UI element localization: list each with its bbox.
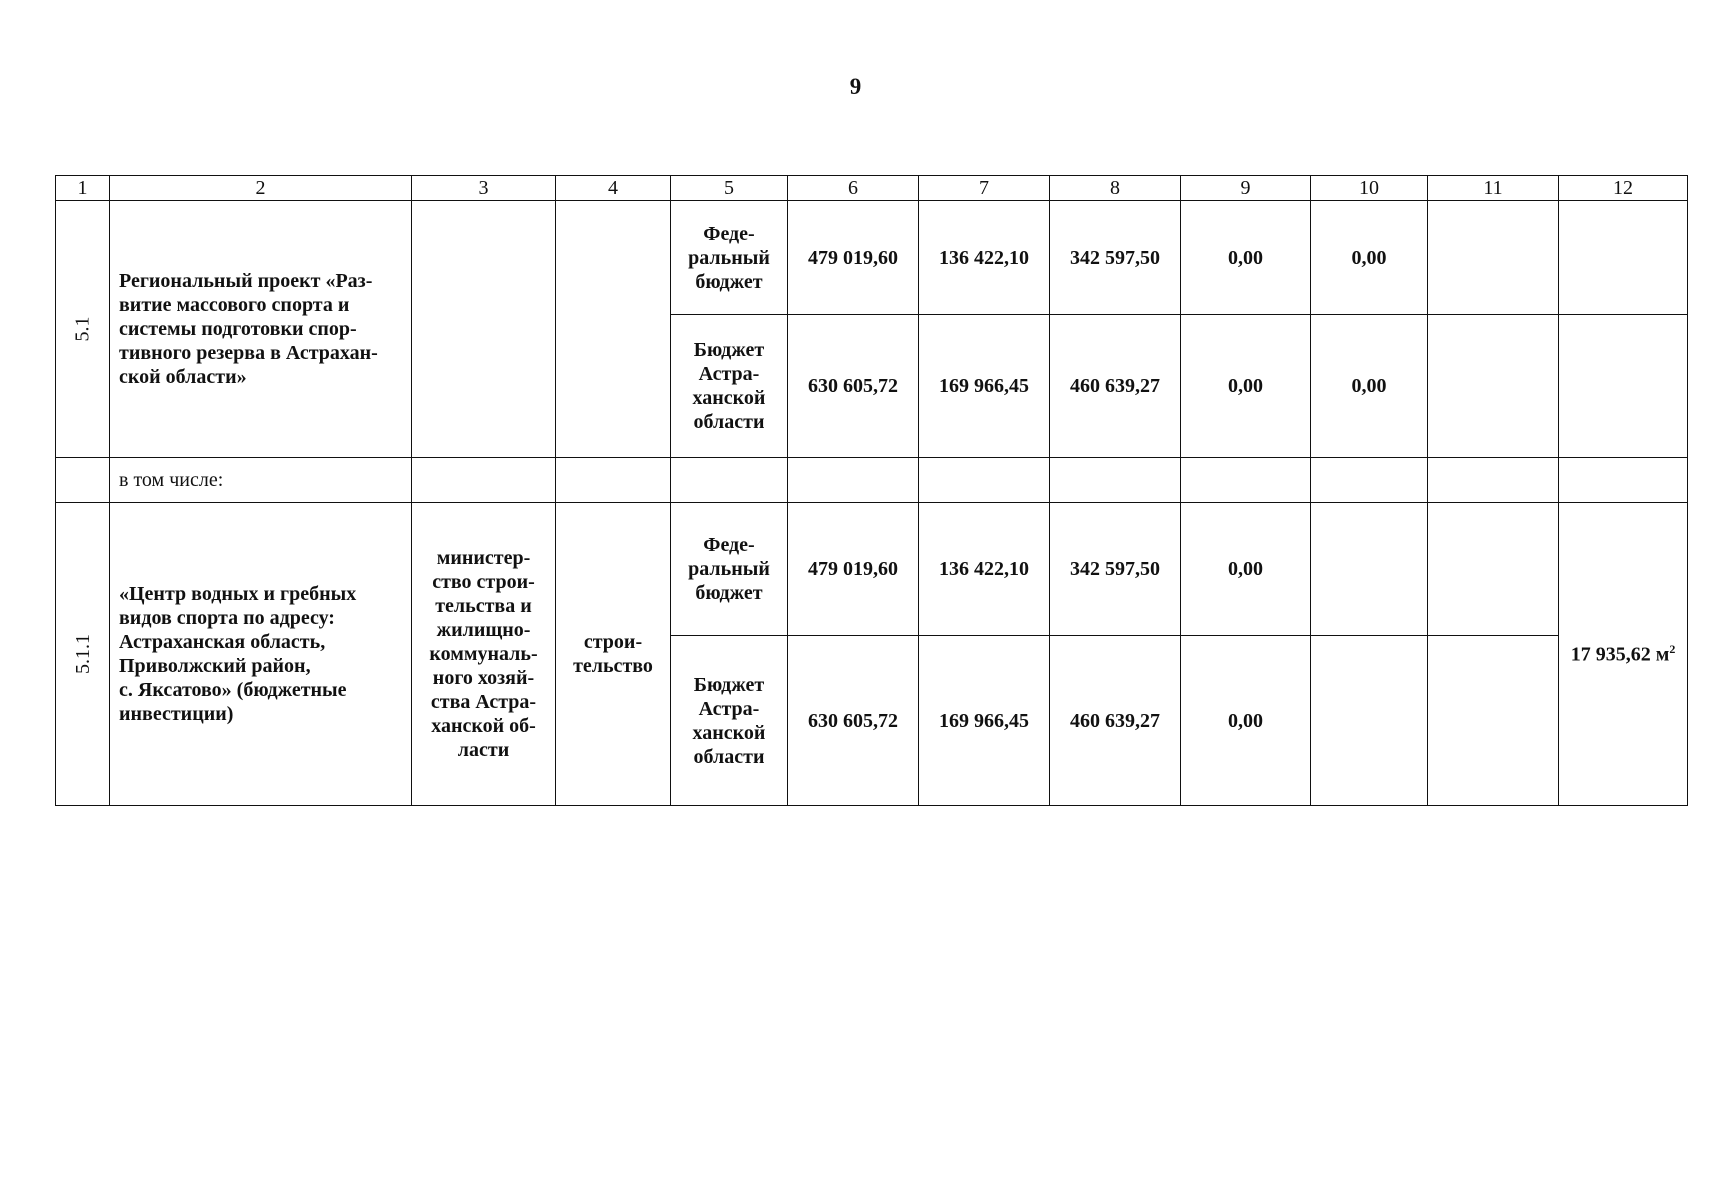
empty-cell: [1428, 315, 1559, 458]
empty-cell: [412, 458, 556, 503]
empty-cell: [919, 458, 1050, 503]
row-number: 5.1: [71, 316, 94, 342]
table-row: [56, 503, 1688, 636]
project-name: Региональный проект «Раз- витие массового спорта и системы подготовки спор- тивного резерва в Астрахан- ской области»: [110, 201, 412, 458]
empty-cell: [1428, 201, 1559, 315]
activity-type: строи- тельство: [556, 503, 671, 806]
object-name: «Центр водных и гребных видов спорта по адресу: Астраханская область, Приволжский район, с. Яксатово» (бюджетные инвестиции): [110, 503, 412, 806]
column-header: 12: [1559, 176, 1688, 201]
amount-col6: 479 019,60: [788, 201, 919, 315]
empty-cell: [56, 458, 110, 503]
empty-cell: [788, 458, 919, 503]
row-number-cell: [56, 201, 110, 458]
column-header: 9: [1181, 176, 1311, 201]
capacity-value: 17 935,62 м: [1570, 643, 1670, 666]
amount-col9: 0,00: [1181, 315, 1311, 458]
page-number: 9: [849, 74, 862, 99]
amount-col8: 342 597,50: [1050, 201, 1181, 315]
amount-col6: 630 605,72: [788, 636, 919, 806]
amount-col7: 169 966,45: [919, 315, 1050, 458]
column-number-row: [56, 176, 1688, 201]
table-row: [56, 201, 1688, 315]
row-number-cell: [56, 503, 110, 806]
amount-col9: 0,00: [1181, 503, 1311, 636]
empty-cell: [1559, 458, 1688, 503]
column-header: 4: [556, 176, 671, 201]
column-header: 10: [1311, 176, 1428, 201]
column-header: 5: [671, 176, 788, 201]
funding-source: Бюджет Астра- ханской области: [671, 636, 788, 806]
empty-cell: [1428, 503, 1559, 636]
amount-col7: 136 422,10: [919, 201, 1050, 315]
amount-col8: 460 639,27: [1050, 315, 1181, 458]
executor-cell: [412, 201, 556, 458]
empty-cell: [1311, 458, 1428, 503]
empty-cell: [1559, 201, 1688, 315]
executor: министер- ство строи- тельства и жилищно- коммуналь- ного хозяй- ства Астра- ханской об- ласти: [412, 503, 556, 806]
empty-cell: [1559, 315, 1688, 458]
amount-col8: 342 597,50: [1050, 503, 1181, 636]
budget-table: [55, 175, 1688, 806]
amount-col6: 479 019,60: [788, 503, 919, 636]
funding-source: Феде- ральный бюджет: [671, 201, 788, 315]
funding-source: Бюджет Астра- ханской области: [671, 315, 788, 458]
amount-col7: 136 422,10: [919, 503, 1050, 636]
column-header: 2: [110, 176, 412, 201]
row-number: 5.1.1: [71, 634, 94, 674]
empty-cell: [1311, 503, 1428, 636]
amount-col9: 0,00: [1181, 201, 1311, 315]
empty-cell: [1311, 636, 1428, 806]
amount-col6: 630 605,72: [788, 315, 919, 458]
amount-col9: 0,00: [1181, 636, 1311, 806]
amount-col8: 460 639,27: [1050, 636, 1181, 806]
amount-col10: 0,00: [1311, 201, 1428, 315]
amount-col10: 0,00: [1311, 315, 1428, 458]
column-header: 1: [56, 176, 110, 201]
empty-cell: [1181, 458, 1311, 503]
column-header: 3: [412, 176, 556, 201]
empty-cell: [1428, 636, 1559, 806]
column-header: 7: [919, 176, 1050, 201]
empty-cell: [1050, 458, 1181, 503]
column-header: 11: [1428, 176, 1559, 201]
funding-source: Феде- ральный бюджет: [671, 503, 788, 636]
table-row: [56, 458, 1688, 503]
amount-col7: 169 966,45: [919, 636, 1050, 806]
activity-cell: [556, 201, 671, 458]
including-label: в том числе:: [110, 458, 412, 503]
empty-cell: [1428, 458, 1559, 503]
capacity-unit-exponent: 2: [1669, 641, 1676, 656]
empty-cell: [671, 458, 788, 503]
column-header: 8: [1050, 176, 1181, 201]
column-header: 6: [788, 176, 919, 201]
capacity-value-cell: [1559, 503, 1688, 806]
empty-cell: [556, 458, 671, 503]
